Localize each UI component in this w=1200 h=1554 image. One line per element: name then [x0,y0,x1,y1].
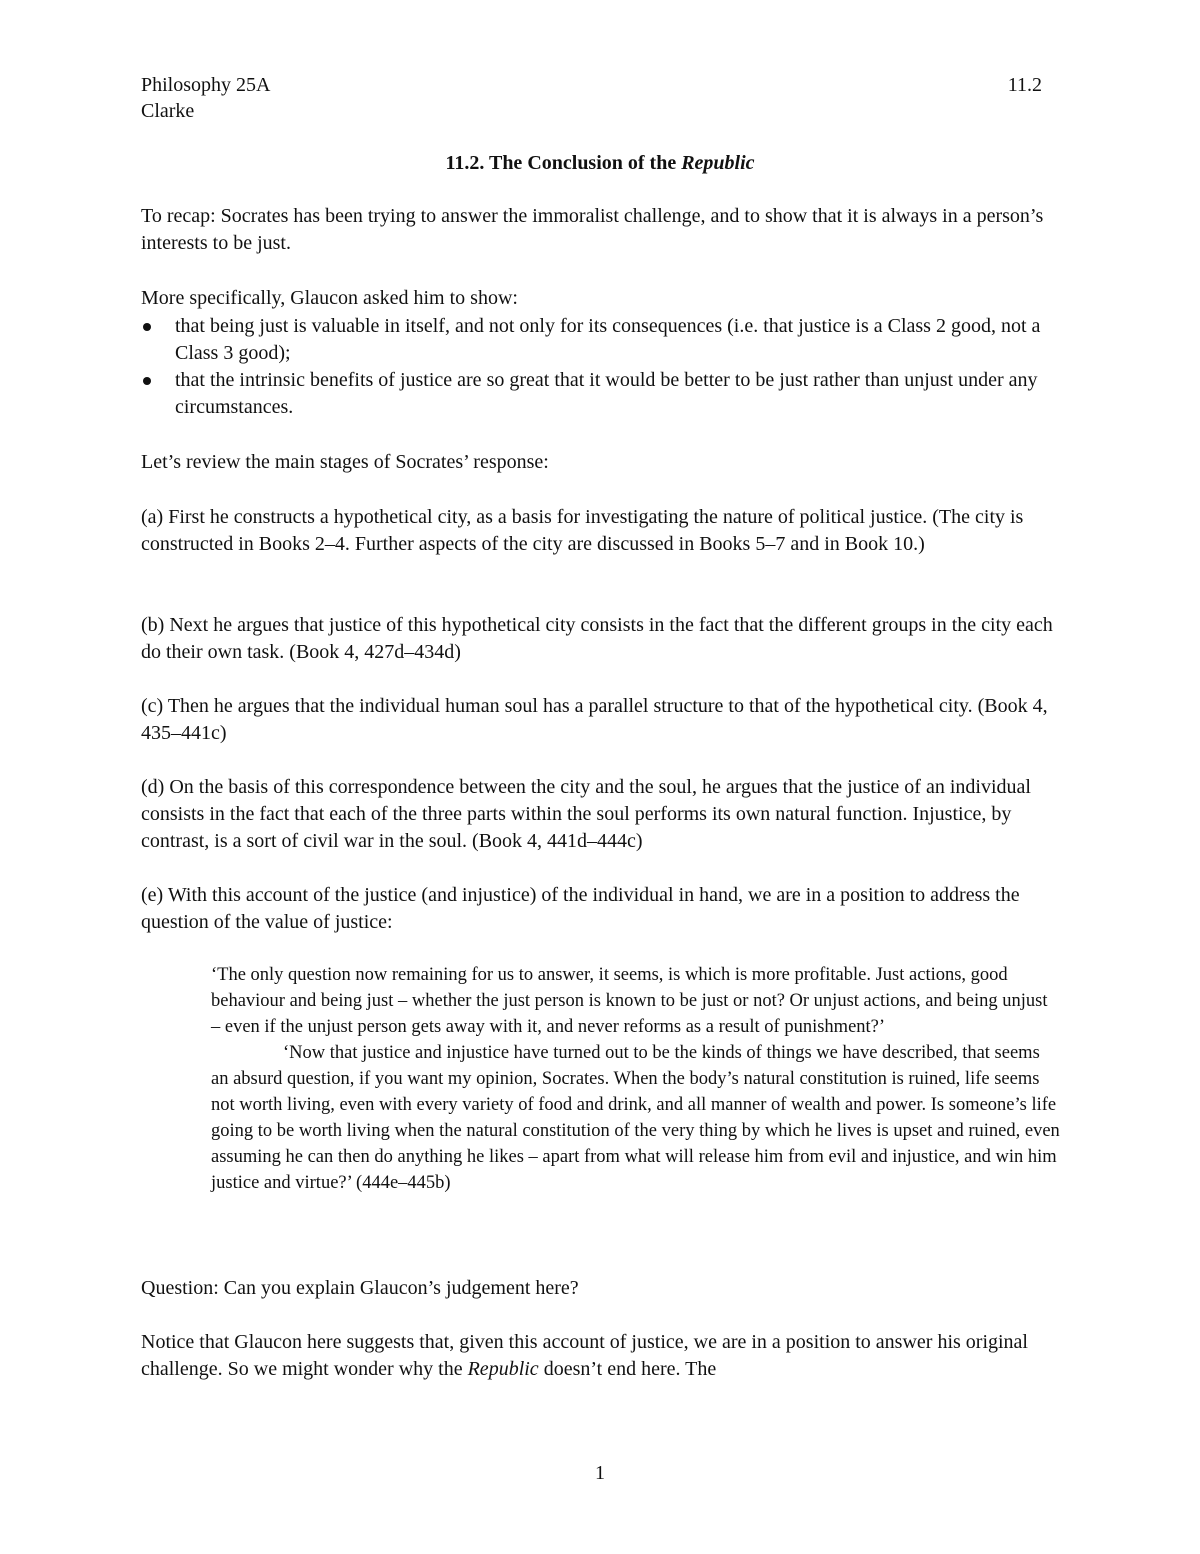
notice-after: doesn’t end here. The [538,1358,717,1380]
course-name: Philosophy 25A [141,74,271,96]
stage-b [141,612,1059,666]
title-prefix: 11.2. The Conclusion of the [445,152,682,174]
stage-c [141,693,1059,747]
question-text: Question: Can you explain Glaucon’s judgement here? [141,1277,579,1299]
review-intro [141,449,1059,476]
review-intro-text: Let’s review the main stages of Socrates’ response: [141,451,549,473]
list-item [141,313,1059,367]
stage-e-text: (e) With this account of the justice (and injustice) of the individual in hand, we are in a position to address the question of the value of justice: [141,884,1020,933]
bullet-list [141,313,1059,421]
bullet-icon [143,323,151,331]
question-paragraph [141,1275,1059,1302]
author-name: Clarke [141,100,195,122]
bullet-text: that being just is valuable in itself, and not only for its consequences (i.e. that justice is a Class 2 good, not a Class 3 good); [175,315,1041,364]
list-item [141,367,1059,421]
notice-text [141,1329,1059,1383]
notice-italic: Republic [467,1358,539,1380]
recap-paragraph [141,203,1059,257]
bullet-text: that the intrinsic benefits of justice are so great that it would be better to be just rather than unjust under any circumstances. [175,369,1038,418]
quote-paragraph-1: ‘The only question now remaining for us to answer, it seems, is which is more profitable. Just actions, good behaviour and being just – whether the just person is known to be just or not? Or unjust actions, and being unjust – even if the unjust person gets away with it, and never reforms as a result of punishment?’ [211,965,1048,1037]
recap-text: To recap: Socrates has been trying to answer the immoralist challenge, and to show that it is always in a person’s interests to be just. [141,205,1044,254]
quote-paragraph-2: ‘Now that justice and injustice have turned out to be the kinds of things we have described, that seems an absurd question, if you want my opinion, Socrates. When the body’s natural constitution is ruined, life seems not worth living, even with every variety of food and drink, and all manner of wealth and power. Is someone’s life going to be worth living when the natural constitution of the very thing by which he lives is upset and ruined, even assuming he can then do anything he likes – apart from what will release him from evil and injustice, and win him justice and virtue?’ (444e–445b) [211,1043,1060,1193]
stage-a-text: (a) First he constructs a hypothetical city, as a basis for investigating the nature of political justice. (The city is constructed in Books 2–4. Further aspects of the city are discussed in Books 5–7 and in Book 10.) [141,506,1024,555]
notice-before: Notice that Glaucon here suggests that, given this account of justice, we are in a position to answer his original challenge. So we might wonder why the [141,1331,1028,1380]
stage-d [141,774,1059,855]
stage-d-text: (d) On the basis of this correspondence between the city and the soul, he argues that the justice of an individual consists in the fact that each of the three parts within the soul performs its own natural function. Injustice, by contrast, is a sort of civil war in the soul. (Book 4, 441d–444c) [141,776,1031,852]
title-italic: Republic [681,152,755,174]
bullet-icon [143,377,151,385]
notice-paragraph [141,1329,1059,1383]
stage-b-text: (b) Next he argues that justice of this hypothetical city consists in the fact that the different groups in the city each do their own task. (Book 4, 427d–434d) [141,614,1053,663]
stage-e [141,882,1059,936]
glaucon-intro-text: More specifically, Glaucon asked him to show: [141,287,518,309]
stage-a [141,504,1059,558]
page-title [0,150,1200,176]
section-number: 11.2 [1007,74,1042,96]
glaucon-intro [141,285,1059,312]
page-number: 1 [595,1462,605,1484]
block-quote [211,962,1061,1196]
header-left [141,72,270,124]
stage-c-text: (c) Then he argues that the individual human soul has a parallel structure to that of the hypothetical city. (Book 4, 435–441c) [141,695,1048,744]
